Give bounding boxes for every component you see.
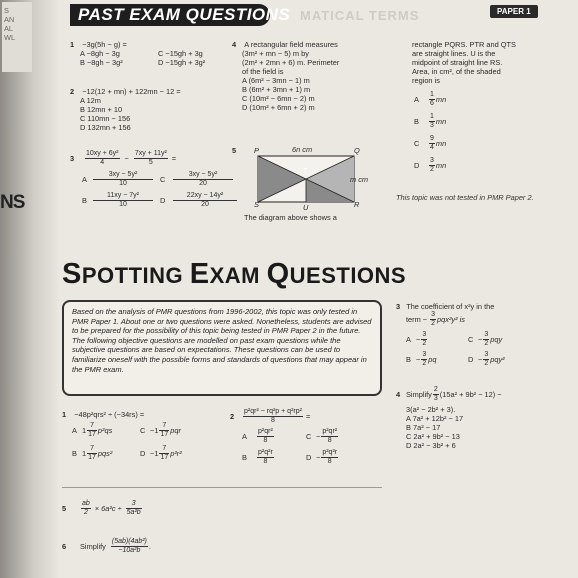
question-number: 3: [396, 302, 401, 311]
question-number: 1: [70, 40, 75, 49]
spot-question-4: [396, 386, 571, 450]
option-a: A $\frac{1}{6}$ mn: [414, 90, 447, 107]
paper-badge: PAPER 1: [490, 5, 538, 18]
question-term: term − $\frac{3}{2}$ pqx²y² is: [406, 311, 465, 327]
option-d: $\frac{\text{22xy − 14y²}}{20}$: [173, 192, 237, 209]
option-b: B 1 $\frac{7}{17}$ pqs²: [72, 445, 113, 461]
fraction-1: $\frac{\text{10xy + 6y²}}{4}$: [86, 150, 119, 166]
question-number: 2: [230, 412, 235, 421]
option-b-label: B: [82, 196, 87, 205]
option-d: D − $\frac{3}{2}$ pqy²: [468, 351, 505, 367]
intro-box: [62, 300, 382, 396]
option-d: D $\frac{3}{2}$ mn: [414, 156, 447, 173]
continuation-line: rectangle PQRS. PTR and QTS: [412, 40, 516, 49]
label-p: P: [254, 146, 259, 155]
question-number: 5: [62, 504, 67, 513]
option-b: $\frac{\text{11xy − 7y²}}{10}$: [93, 192, 153, 209]
question-line-2: (3m² + mn − 5) m by: [242, 49, 309, 58]
option-b: B (6m² + 3mn + 1) m: [242, 85, 311, 94]
option-a: A 1 $\frac{7}{17}$ p²qs: [72, 422, 113, 438]
option-d: D −1 $\frac{7}{17}$ p²r²: [140, 445, 182, 461]
spot-question-1: [62, 410, 222, 462]
question-line-1: A rectangular field measures: [244, 40, 338, 49]
dimension-side: m cm: [350, 175, 369, 184]
option-d: D 2a² − 3b² + 6: [406, 441, 456, 450]
option-a: A 7a² + 12b² − 17: [406, 414, 464, 423]
option-a: A $\frac{\text{p²qr²}}{8}$: [242, 428, 273, 444]
past-question-1: [70, 40, 240, 67]
past-question-4: [232, 40, 392, 112]
past-question-5-continued: [412, 40, 552, 176]
fraction-ab: $\frac{ab}{2}$: [82, 500, 90, 516]
option-d: D 132mn + 156: [80, 123, 131, 132]
past-question-2: [70, 87, 240, 132]
spot-question-3: [396, 302, 566, 368]
spot-question-2: 2 $\frac{\text{p²qr² − rq²p + q²rp²}}{8}$ = A $\frac{\text{p²qr²}}{8}$ C − $\frac{\text{p²qr²}}{8}$ B $\frac{\text{p²q²r}}{8}$ D − $\frac{\text{p²q²r}}{8}$: [230, 408, 338, 465]
question-prefix: Simplify: [406, 390, 432, 399]
option-b: B 7a² − 17: [406, 423, 441, 432]
option-c: C −1 $\frac{7}{17}$ pqr: [140, 422, 181, 438]
option-a-label: A: [82, 175, 87, 184]
label-u: U: [303, 203, 309, 212]
question-stem: −3g(5h − g) =: [82, 40, 127, 49]
continuation-line: are straight lines. U is the: [412, 49, 496, 58]
section-divider: [62, 487, 382, 488]
question-number: 4: [232, 40, 237, 49]
continuation-line: Area, in cm², of the shaded: [412, 67, 501, 76]
option-c: $\frac{\text{3xy − 5y²}}{20}$: [173, 171, 233, 188]
section-title: PAST EXAM QUESTIONS: [78, 5, 291, 24]
option-c: C (10m² − 6mn − 2) m: [242, 94, 315, 103]
question-stem: −48p²qrs² ÷ (−34rs) =: [74, 410, 145, 419]
question-line-1: The coefficient of x²y in the: [406, 302, 495, 311]
question-fraction: $\frac{\text{(5ab)(4ab²)}}{\text{−10a²b}}$: [111, 538, 147, 554]
question-number: 2: [70, 87, 75, 96]
spotting-title: SPOTTING EXAM QUESTIONS: [62, 258, 407, 290]
option-b: B −8gh − 3g²: [80, 58, 123, 67]
question-number: 4: [396, 390, 401, 399]
topic-note: This topic was not tested in PMR Paper 2.: [396, 193, 534, 202]
fraction-2: $\frac{\text{7xy + 11y²}}{5}$: [134, 150, 167, 166]
option-d: D − $\frac{\text{p²q²r}}{8}$: [306, 449, 338, 465]
question-fraction: $\frac{\text{p²qr² − rq²p + q²rp²}}{8}$: [244, 408, 302, 424]
option-b: B − $\frac{3}{2}$ pq: [406, 351, 437, 367]
option-a: A − $\frac{3}{2}$: [406, 331, 427, 347]
diagram-caption: The diagram above shows a: [244, 213, 337, 222]
option-c: C −15gh + 3g: [158, 49, 203, 58]
question-line-3: (2m² + 2mn + 6) m. Perimeter: [242, 58, 340, 67]
option-d: D −15gh + 3g²: [158, 58, 206, 67]
option-b: B $\frac{1}{3}$ mn: [414, 112, 447, 129]
option-c: C 110mn − 156: [80, 114, 131, 123]
label-t: T: [303, 166, 308, 175]
margin-tab: S AN AL WL: [2, 2, 32, 72]
side-fragment: NS: [0, 192, 25, 213]
option-c: C 2a² + 9b² − 13: [406, 432, 460, 441]
option-d: D (10m² + 6mn + 2) m: [242, 103, 315, 112]
question-fraction: $\frac{2}{3}$: [433, 386, 438, 402]
question-expression: (15a² + 9b² − 12) −: [439, 390, 502, 399]
option-c: C $\frac{9}{4}$ mn: [414, 134, 447, 151]
expression-middle: × 6a²c ÷: [94, 504, 122, 513]
spot-question-6: 6 Simplify $\frac{\text{(5ab)(4ab²)}}{\text{−10a²b}}$ .: [62, 538, 151, 554]
option-c-label: C: [160, 175, 166, 184]
question-line-4: of the field is: [242, 67, 284, 76]
option-a: A (6m² − 3mn − 1) m: [242, 76, 310, 85]
question-number: 1: [62, 410, 67, 419]
option-b: B 12mn + 10: [80, 105, 123, 114]
faded-header-text: MATICAL TERMS: [300, 8, 420, 23]
option-a: $\frac{\text{3xy − 5y²}}{10}$: [93, 171, 153, 188]
question-number: 5: [232, 146, 237, 155]
page-binding-shadow: [0, 0, 60, 578]
spot-question-5: [62, 500, 262, 517]
option-d-label: D: [160, 196, 166, 205]
label-r: R: [354, 200, 360, 209]
option-c: C − $\frac{\text{p²qr²}}{8}$: [306, 428, 338, 444]
option-c: C − $\frac{3}{2}$ pqy: [468, 331, 503, 347]
question-number: 3: [70, 154, 75, 163]
question-number: 6: [62, 542, 67, 551]
dimension-top: 6n cm: [292, 145, 313, 154]
label-s: S: [254, 200, 259, 209]
continuation-line: region is: [412, 76, 440, 85]
label-q: Q: [354, 146, 360, 155]
fraction-divisor: $\frac{3}{\text{5a²b}}$: [126, 500, 141, 516]
question-line-2: 3(a² − 2b² + 3).: [406, 405, 456, 414]
option-a: A 12m: [80, 96, 101, 105]
continuation-line: midpoint of straight line RS.: [412, 58, 503, 67]
option-b: B $\frac{\text{p²q²r}}{8}$: [242, 449, 273, 465]
past-question-3: 3 $\frac{\text{10xy + 6y²}}{4}$ − $\frac{\text{7xy + 11y²}}{5}$ = A $\frac{\text{3xy − 5y²}}{10}$ C $\frac{\text{3xy − 5y²}}{20}$ B $\frac{\text{11xy − 7y²}}{10}$ D $\frac{\text{22xy − 14y²}}{20}$: [70, 150, 240, 209]
option-a: A −8gh − 3g: [80, 49, 120, 58]
question-prefix: Simplify: [80, 542, 106, 551]
intro-text: Based on the analysis of PMR questions from 1996-2002, this topic was only tested in PMR Paper 1. About one or two questions were asked. Nonetheless, students are advised to be prepared for the possibility of this topic being tested in PMR Paper 2 in the future. The following objective questions are modelled on past exam questions while the subjective questions are based on expectations. These questions can be used to familiarize oneself with the possible forms and standards of questions that may appear in the PMR exam.: [72, 307, 372, 374]
question-stem: −12(12 + mn) + 122mn − 12 =: [82, 87, 181, 96]
